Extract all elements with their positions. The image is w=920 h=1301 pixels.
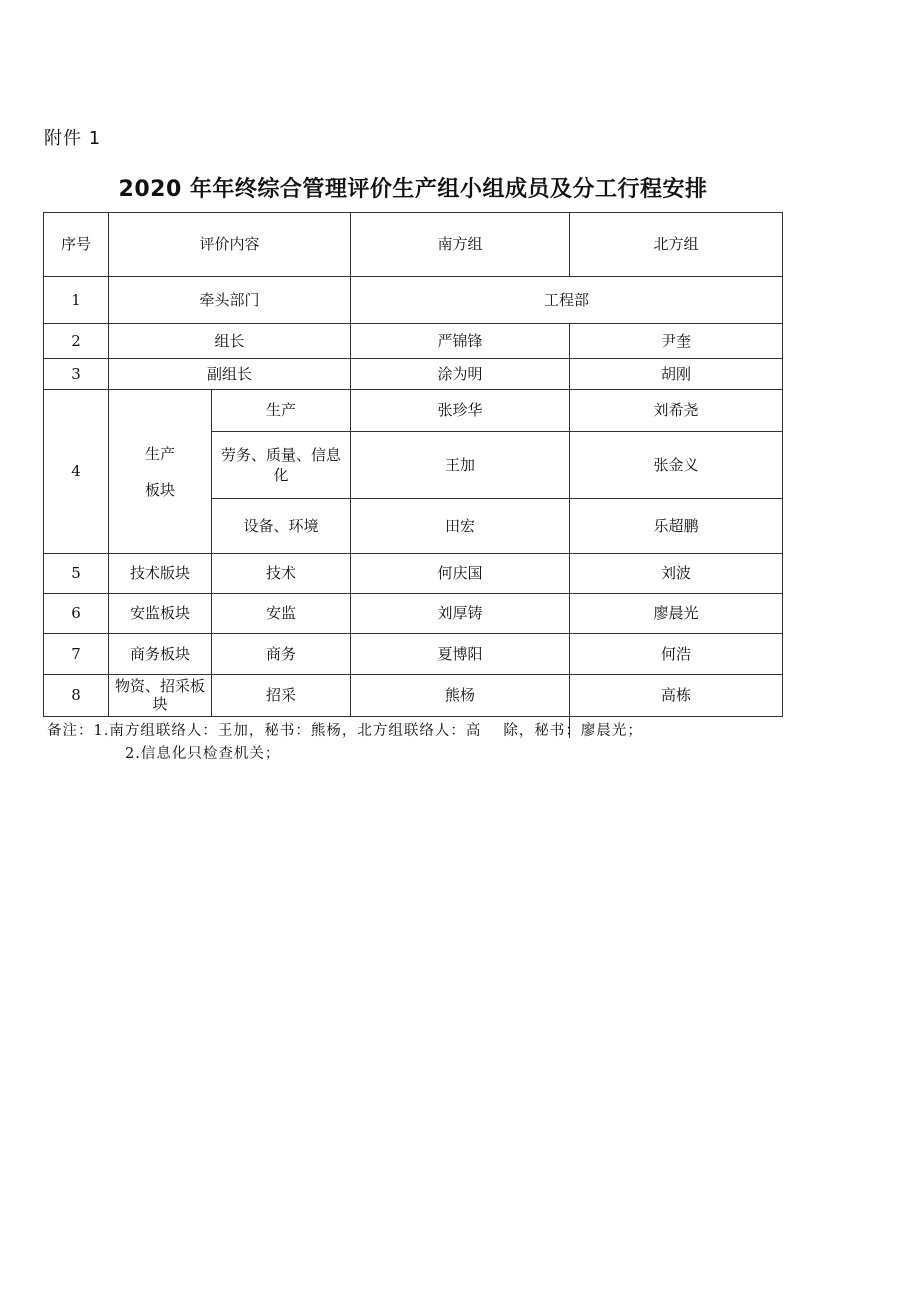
notes bbox=[47, 720, 643, 766]
row-north: 高栋 bbox=[570, 675, 783, 717]
notes-line-1 bbox=[47, 720, 643, 743]
row-item: 设备、环境 bbox=[212, 499, 351, 554]
row-south: 何庆国 bbox=[351, 554, 570, 594]
row-item: 商务 bbox=[212, 634, 351, 675]
row-section: 物资、招采板块 bbox=[109, 675, 212, 717]
row-north: 刘波 bbox=[570, 554, 783, 594]
row-south: 刘厚铸 bbox=[351, 594, 570, 634]
row-north: 张金义 bbox=[570, 432, 783, 499]
header-south-group: 南方组 bbox=[351, 213, 570, 277]
row-south: 涂为明 bbox=[351, 359, 570, 390]
row-seq: 2 bbox=[44, 324, 109, 359]
row-north: 尹奎 bbox=[570, 324, 783, 359]
row-south: 熊杨 bbox=[351, 675, 570, 717]
row-seq: 1 bbox=[44, 277, 109, 324]
row-north: 廖晨光 bbox=[570, 594, 783, 634]
row-north: 刘希尧 bbox=[570, 390, 783, 432]
row-item: 安监 bbox=[212, 594, 351, 634]
header-north-group: 北方组 bbox=[570, 213, 783, 277]
table-row bbox=[44, 554, 783, 594]
notes-line-1-part-b: 除，秘书：廖晨光； bbox=[503, 723, 643, 739]
row-section: 技术版块 bbox=[109, 554, 212, 594]
row-south: 严锦锋 bbox=[351, 324, 570, 359]
schedule-table bbox=[43, 212, 783, 717]
table-header-row bbox=[44, 213, 783, 277]
row-section: 商务板块 bbox=[109, 634, 212, 675]
notes-line-1-part-a: 备注：1.南方组联络人：王加，秘书：熊杨，北方组联络人：高 bbox=[47, 723, 482, 739]
row-item: 招采 bbox=[212, 675, 351, 717]
row-north: 胡刚 bbox=[570, 359, 783, 390]
table-row bbox=[44, 634, 783, 675]
row-seq: 5 bbox=[44, 554, 109, 594]
row-item: 技术 bbox=[212, 554, 351, 594]
row-content: 牵头部门 bbox=[109, 277, 351, 324]
table-row bbox=[44, 675, 783, 717]
row-item: 生产 bbox=[212, 390, 351, 432]
row-south: 夏博阳 bbox=[351, 634, 570, 675]
row-item: 劳务、质量、信息化 bbox=[212, 432, 351, 499]
table-row bbox=[44, 359, 783, 390]
row-north: 何浩 bbox=[570, 634, 783, 675]
section-label-line2: 板块 bbox=[144, 480, 175, 499]
table-row bbox=[44, 324, 783, 359]
row-seq: 8 bbox=[44, 675, 109, 717]
row-south: 田宏 bbox=[351, 499, 570, 554]
header-content: 评价内容 bbox=[109, 213, 351, 277]
row-seq: 3 bbox=[44, 359, 109, 390]
section-label-line1: 生产 bbox=[144, 444, 175, 463]
notes-line-2: 2.信息化只检查机关； bbox=[125, 746, 281, 762]
row-content: 副组长 bbox=[109, 359, 351, 390]
row-north: 乐超鹏 bbox=[570, 499, 783, 554]
row-seq: 7 bbox=[44, 634, 109, 675]
table-row bbox=[44, 277, 783, 324]
row-section: 安监板块 bbox=[109, 594, 212, 634]
row-south: 王加 bbox=[351, 432, 570, 499]
row-lead-department: 工程部 bbox=[351, 277, 783, 324]
row-seq: 6 bbox=[44, 594, 109, 634]
section-production bbox=[109, 390, 212, 554]
row-seq: 4 bbox=[44, 390, 109, 554]
row-content: 组长 bbox=[109, 324, 351, 359]
document-title: 2020 年年终综合管理评价生产组小组成员及分工行程安排 bbox=[118, 177, 708, 202]
table-row bbox=[44, 390, 783, 432]
attachment-label: 附件 1 bbox=[44, 128, 102, 149]
row-south: 张珍华 bbox=[351, 390, 570, 432]
table-row bbox=[44, 594, 783, 634]
header-seq: 序号 bbox=[44, 213, 109, 277]
